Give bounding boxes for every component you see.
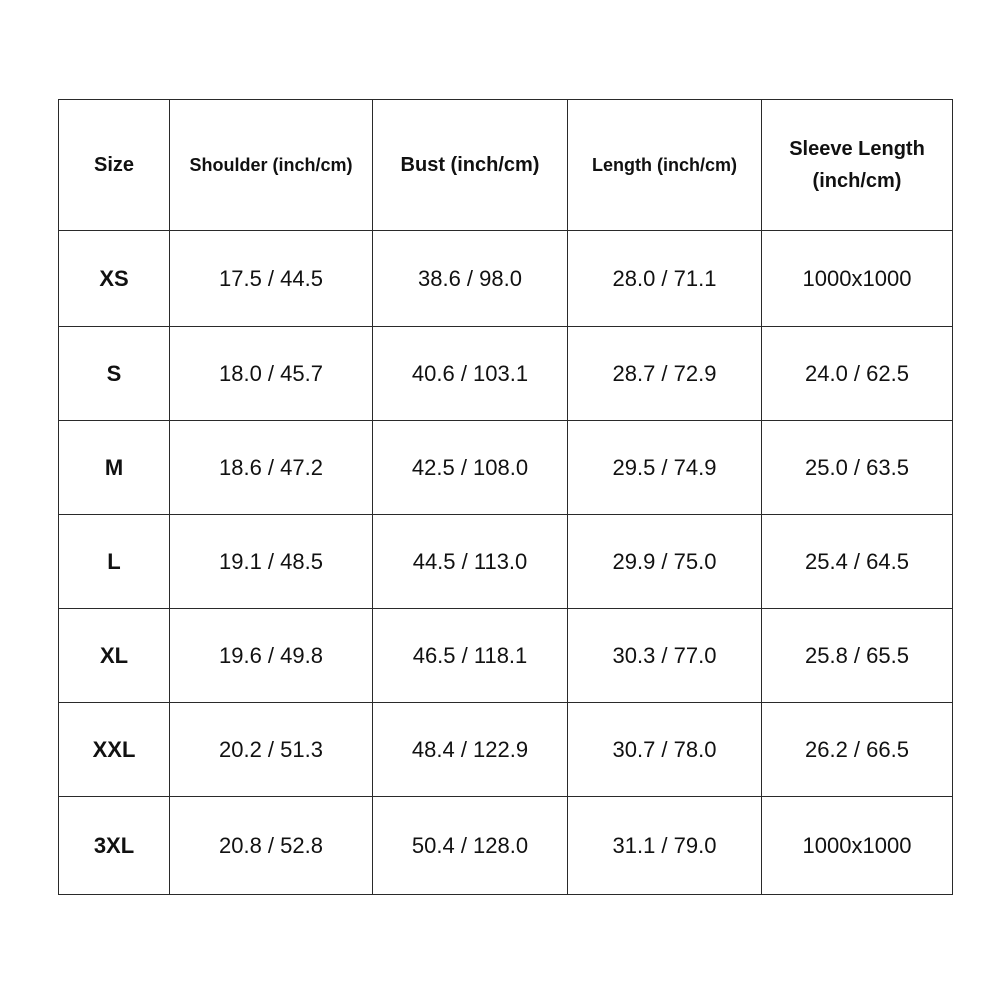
- length-cell: 28.7 / 72.9: [568, 327, 762, 421]
- sleeve-length-cell: 25.8 / 65.5: [762, 609, 953, 703]
- table-row: [59, 231, 953, 327]
- sleeve-length-cell: 1000x1000: [762, 231, 953, 327]
- length-cell: 30.7 / 78.0: [568, 703, 762, 797]
- sleeve-length-cell: 24.0 / 62.5: [762, 327, 953, 421]
- table-row: [59, 421, 953, 515]
- table-row: [59, 609, 953, 703]
- length-cell: 31.1 / 79.0: [568, 797, 762, 895]
- shoulder-cell: 20.8 / 52.8: [170, 797, 373, 895]
- sleeve-length-cell: 25.4 / 64.5: [762, 515, 953, 609]
- header-size: Size: [59, 100, 170, 231]
- header-sleeve-length: Sleeve Length (inch/cm): [762, 100, 953, 231]
- sleeve-length-cell: 1000x1000: [762, 797, 953, 895]
- size-cell: M: [59, 421, 170, 515]
- bust-cell: 48.4 / 122.9: [373, 703, 568, 797]
- shoulder-cell: 18.6 / 47.2: [170, 421, 373, 515]
- shoulder-cell: 17.5 / 44.5: [170, 231, 373, 327]
- size-cell: XL: [59, 609, 170, 703]
- table-row: [59, 327, 953, 421]
- shoulder-cell: 19.6 / 49.8: [170, 609, 373, 703]
- bust-cell: 50.4 / 128.0: [373, 797, 568, 895]
- size-cell: S: [59, 327, 170, 421]
- header-row: [59, 100, 953, 231]
- bust-cell: 46.5 / 118.1: [373, 609, 568, 703]
- bust-cell: 40.6 / 103.1: [373, 327, 568, 421]
- length-cell: 29.9 / 75.0: [568, 515, 762, 609]
- size-cell: 3XL: [59, 797, 170, 895]
- size-cell: XXL: [59, 703, 170, 797]
- size-cell: L: [59, 515, 170, 609]
- shoulder-cell: 18.0 / 45.7: [170, 327, 373, 421]
- size-table: [58, 99, 953, 895]
- table-row: [59, 797, 953, 895]
- sleeve-length-cell: 26.2 / 66.5: [762, 703, 953, 797]
- shoulder-cell: 20.2 / 51.3: [170, 703, 373, 797]
- length-cell: 29.5 / 74.9: [568, 421, 762, 515]
- length-cell: 28.0 / 71.1: [568, 231, 762, 327]
- table-row: [59, 703, 953, 797]
- bust-cell: 44.5 / 113.0: [373, 515, 568, 609]
- bust-cell: 42.5 / 108.0: [373, 421, 568, 515]
- table-row: [59, 515, 953, 609]
- sleeve-length-cell: 25.0 / 63.5: [762, 421, 953, 515]
- shoulder-cell: 19.1 / 48.5: [170, 515, 373, 609]
- size-chart: [58, 99, 953, 895]
- header-bust: Bust (inch/cm): [373, 100, 568, 231]
- header-shoulder: Shoulder (inch/cm): [170, 100, 373, 231]
- length-cell: 30.3 / 77.0: [568, 609, 762, 703]
- size-cell: XS: [59, 231, 170, 327]
- header-length: Length (inch/cm): [568, 100, 762, 231]
- bust-cell: 38.6 / 98.0: [373, 231, 568, 327]
